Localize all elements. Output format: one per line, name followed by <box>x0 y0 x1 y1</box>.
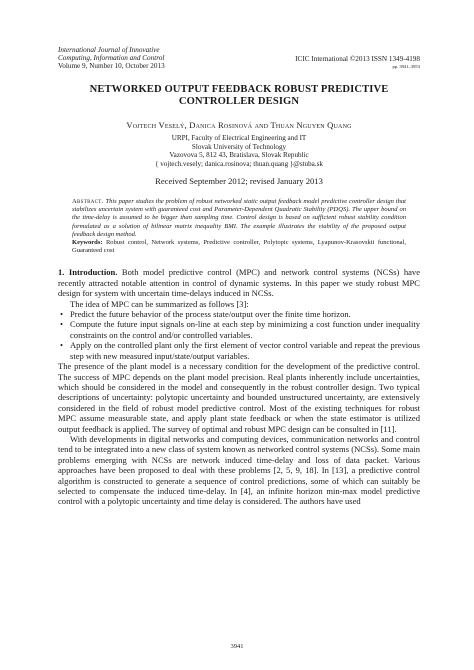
section-heading: 1. Introduction. <box>58 267 118 278</box>
abstract-text: This paper studies the problem of robust networked static output feedback model predictive controller design that stabilizes uncertain system with guaranteed cost and Parameter-Dependent Quadratic Stability (PDQS). The upper bound on the time-delay is assumed to be bigger than sampling time. Control design is based on sufficient robust stability condition formulated as a solution of bilinear matrix inequality BMI. The example illustrates the viability of the proposed output feedback design method. <box>72 198 406 238</box>
authors: Vojtech Veselý, Danica Rosinová and Thuan Nguyen Quang <box>126 120 352 131</box>
intro-paragraph-1 <box>58 267 420 298</box>
journal-info <box>58 46 165 71</box>
journal-name-line2: Computing, Information and Control <box>58 54 165 63</box>
paragraph-text: Both model predictive control (MPC) and network control systems (NCSs) have recently attracted notable attention in control of dynamic systems. In this paper we study robust MPC design for system with uncertain time-delays induced in NCSs. <box>58 267 420 299</box>
bullet-icon: • <box>60 340 63 351</box>
running-header <box>58 0 420 76</box>
journal-name-line1: International Journal of Innovative <box>58 46 160 54</box>
keywords-label: Keywords: <box>72 239 103 247</box>
affiliation-line: Vazovova 5, 812 43, Bratislava, Slovak Republic <box>169 151 309 160</box>
page-number: 3941 <box>230 643 244 650</box>
intro-paragraph-2: The idea of MPC can be summarized as follows [3]: <box>70 298 249 309</box>
received-dates: Received September 2012; revised January 2013 <box>155 176 323 187</box>
mpc-steps-list <box>58 309 420 361</box>
affiliation-line: Slovak University of Technology <box>191 142 287 151</box>
copyright-line: ICIC International ©2013 ISSN 1349-4198 <box>295 55 420 63</box>
publisher-info <box>295 55 420 71</box>
bullet-icon: • <box>60 309 63 320</box>
section-introduction <box>58 267 420 506</box>
list-item <box>58 340 420 361</box>
keywords-text: Robust control, Network systems, Predictive controller, Polytopic systems, Lyapunov-Krasovskii functional, Guaranteed cost <box>72 239 406 255</box>
paper-title <box>58 84 420 108</box>
abstract <box>72 198 406 239</box>
list-item-text: Predict the future behavior of the process state/output over the finite time horizon. <box>70 309 351 320</box>
list-item <box>58 309 420 319</box>
intro-paragraph-4: With developments in digital networks and computing devices, communication networks and control tend to be integrated into a new class of system known as networked control systems (NCSs). Some main problems emerging with NCSs are network induced time-delay and loss of data packet. Various approaches have been proposed to deal with these problems [2, 5, 9, 18]. In [13], a predictive control algorithm is constructed to generate a sequence of control predictions, some of which can suitably be selected to compensate the induced time-delay. In [4], an infinite horizon min-max model predictive control with a polytopic uncertainty and time delay is considered. The authors have used <box>58 433 420 507</box>
intro-paragraph-3: The presence of the plant model is a necessary condition for the development of the predictive control. The success of MPC depends on the plant model precision. Real plants inherently include uncertainties, which should be considered in the model and consequently in the robust controller design. Two typical descriptions of uncertainty: polytopic uncertainty and bounded unstructured uncertainty, are extensively considered in the field of robust model predictive control. Most of the existing techniques for robust MPC assume measurable state, and apply plant state feedback or when the state estimator is utilized output feedback is applied. The survey of optimal and robust MPC design can be consulted in [11]. <box>58 361 420 434</box>
affiliation <box>58 134 420 168</box>
keywords <box>72 239 406 255</box>
author-emails: { vojtech.vesely; danica.rosinova; thuan.quang }@stuba.sk <box>155 159 323 168</box>
list-item-text: Apply on the controlled plant only the first element of vector control variable and repeat the previous step with new measured input/state/output variables. <box>70 340 420 361</box>
title-line-1: NETWORKED OUTPUT FEEDBACK ROBUST PREDICTIVE <box>89 84 389 95</box>
page-range: pp. 3941–3953 <box>392 64 420 69</box>
affiliation-line: URPI, Faculty of Electrical Engineering and IT <box>171 134 307 143</box>
list-item-text: Compute the future input signals on-line at each step by minimizing a cost function under inequality constraints on the control and/or controlled variables. <box>70 319 420 340</box>
abstract-label: Abstract. <box>72 198 104 206</box>
bullet-icon: • <box>60 319 63 330</box>
title-line-2: CONTROLLER DESIGN <box>178 96 300 108</box>
list-item <box>58 319 420 340</box>
volume-line: Volume 9, Number 10, October 2013 <box>58 62 165 71</box>
